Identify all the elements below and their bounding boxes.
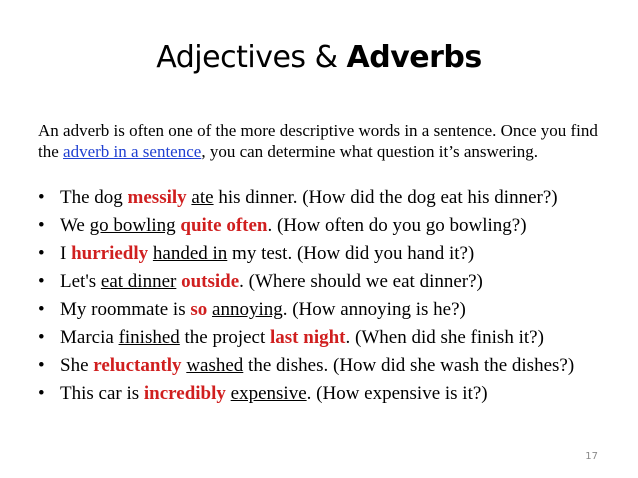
sentence-text: the dishes. (How did she wash the dishes?) — [243, 355, 575, 376]
sentence-text: Marcia — [60, 327, 119, 348]
sentence-text: . (How annoying is he?) — [282, 299, 466, 320]
sentence-text: I — [60, 243, 72, 264]
sentence-text: We — [60, 215, 90, 236]
verb-underline: annoying — [212, 299, 283, 320]
sentence-text: . (Where should we eat dinner?) — [239, 271, 483, 292]
intro-text-before: An adverb is often one of the more descriptive words in a sentence. Once you find the — [38, 121, 598, 161]
sentence-text: My roommate is — [60, 299, 191, 320]
verb-underline: washed — [186, 355, 244, 376]
sentence-text: his dinner. (How did the dog eat his dinner?) — [213, 187, 558, 208]
sentence-text: She — [60, 355, 94, 376]
adverb-highlight: hurriedly — [71, 243, 149, 264]
title-part-1: Adjectives & — [156, 40, 347, 75]
adverb-highlight: reluctantly — [93, 355, 182, 376]
adverb-link[interactable]: adverb in a sentence — [63, 142, 202, 161]
bullet-icon: • — [38, 187, 45, 208]
adverb-highlight: last night — [270, 327, 346, 348]
verb-underline: eat dinner — [100, 271, 177, 292]
adverb-highlight: outside — [181, 271, 240, 292]
bullet-icon: • — [38, 383, 45, 404]
sentence-text: Let's — [60, 271, 101, 292]
bullet-icon: • — [38, 271, 45, 292]
example-item — [38, 298, 618, 321]
sentence-text: . (When did she finish it?) — [345, 327, 544, 348]
verb-underline: ate — [191, 187, 214, 208]
intro-paragraph — [38, 120, 608, 162]
intro-text-after: , you can determine what question it’s answering. — [201, 142, 538, 161]
example-item — [38, 186, 618, 209]
adverb-highlight: incredibly — [143, 383, 226, 404]
adverb-highlight: messily — [127, 187, 187, 208]
sentence-text: This car is — [60, 383, 144, 404]
adverb-highlight: quite often — [180, 215, 268, 236]
verb-underline: expensive — [230, 383, 307, 404]
example-list — [38, 186, 618, 410]
sentence-text: . (How often do you go bowling?) — [267, 215, 527, 236]
example-item — [38, 326, 618, 349]
example-item — [38, 242, 618, 265]
slide-title — [0, 40, 638, 75]
bullet-icon: • — [38, 355, 45, 376]
bullet-icon: • — [38, 215, 45, 236]
adverb-highlight: so — [190, 299, 208, 320]
sentence-text: the project — [179, 327, 270, 348]
verb-underline: go bowling — [89, 215, 176, 236]
example-item — [38, 270, 618, 293]
title-part-2: Adverbs — [346, 40, 482, 75]
sentence-text: The dog — [60, 187, 128, 208]
bullet-icon: • — [38, 327, 45, 348]
bullet-icon: • — [38, 243, 45, 264]
example-item — [38, 214, 618, 237]
verb-underline: finished — [118, 327, 180, 348]
sentence-text: . (How expensive is it?) — [306, 383, 488, 404]
page-number: 17 — [585, 451, 598, 462]
sentence-text: my test. (How did you hand it?) — [227, 243, 475, 264]
verb-underline: handed in — [152, 243, 228, 264]
bullet-icon: • — [38, 299, 45, 320]
example-item — [38, 382, 618, 405]
example-item — [38, 354, 618, 377]
